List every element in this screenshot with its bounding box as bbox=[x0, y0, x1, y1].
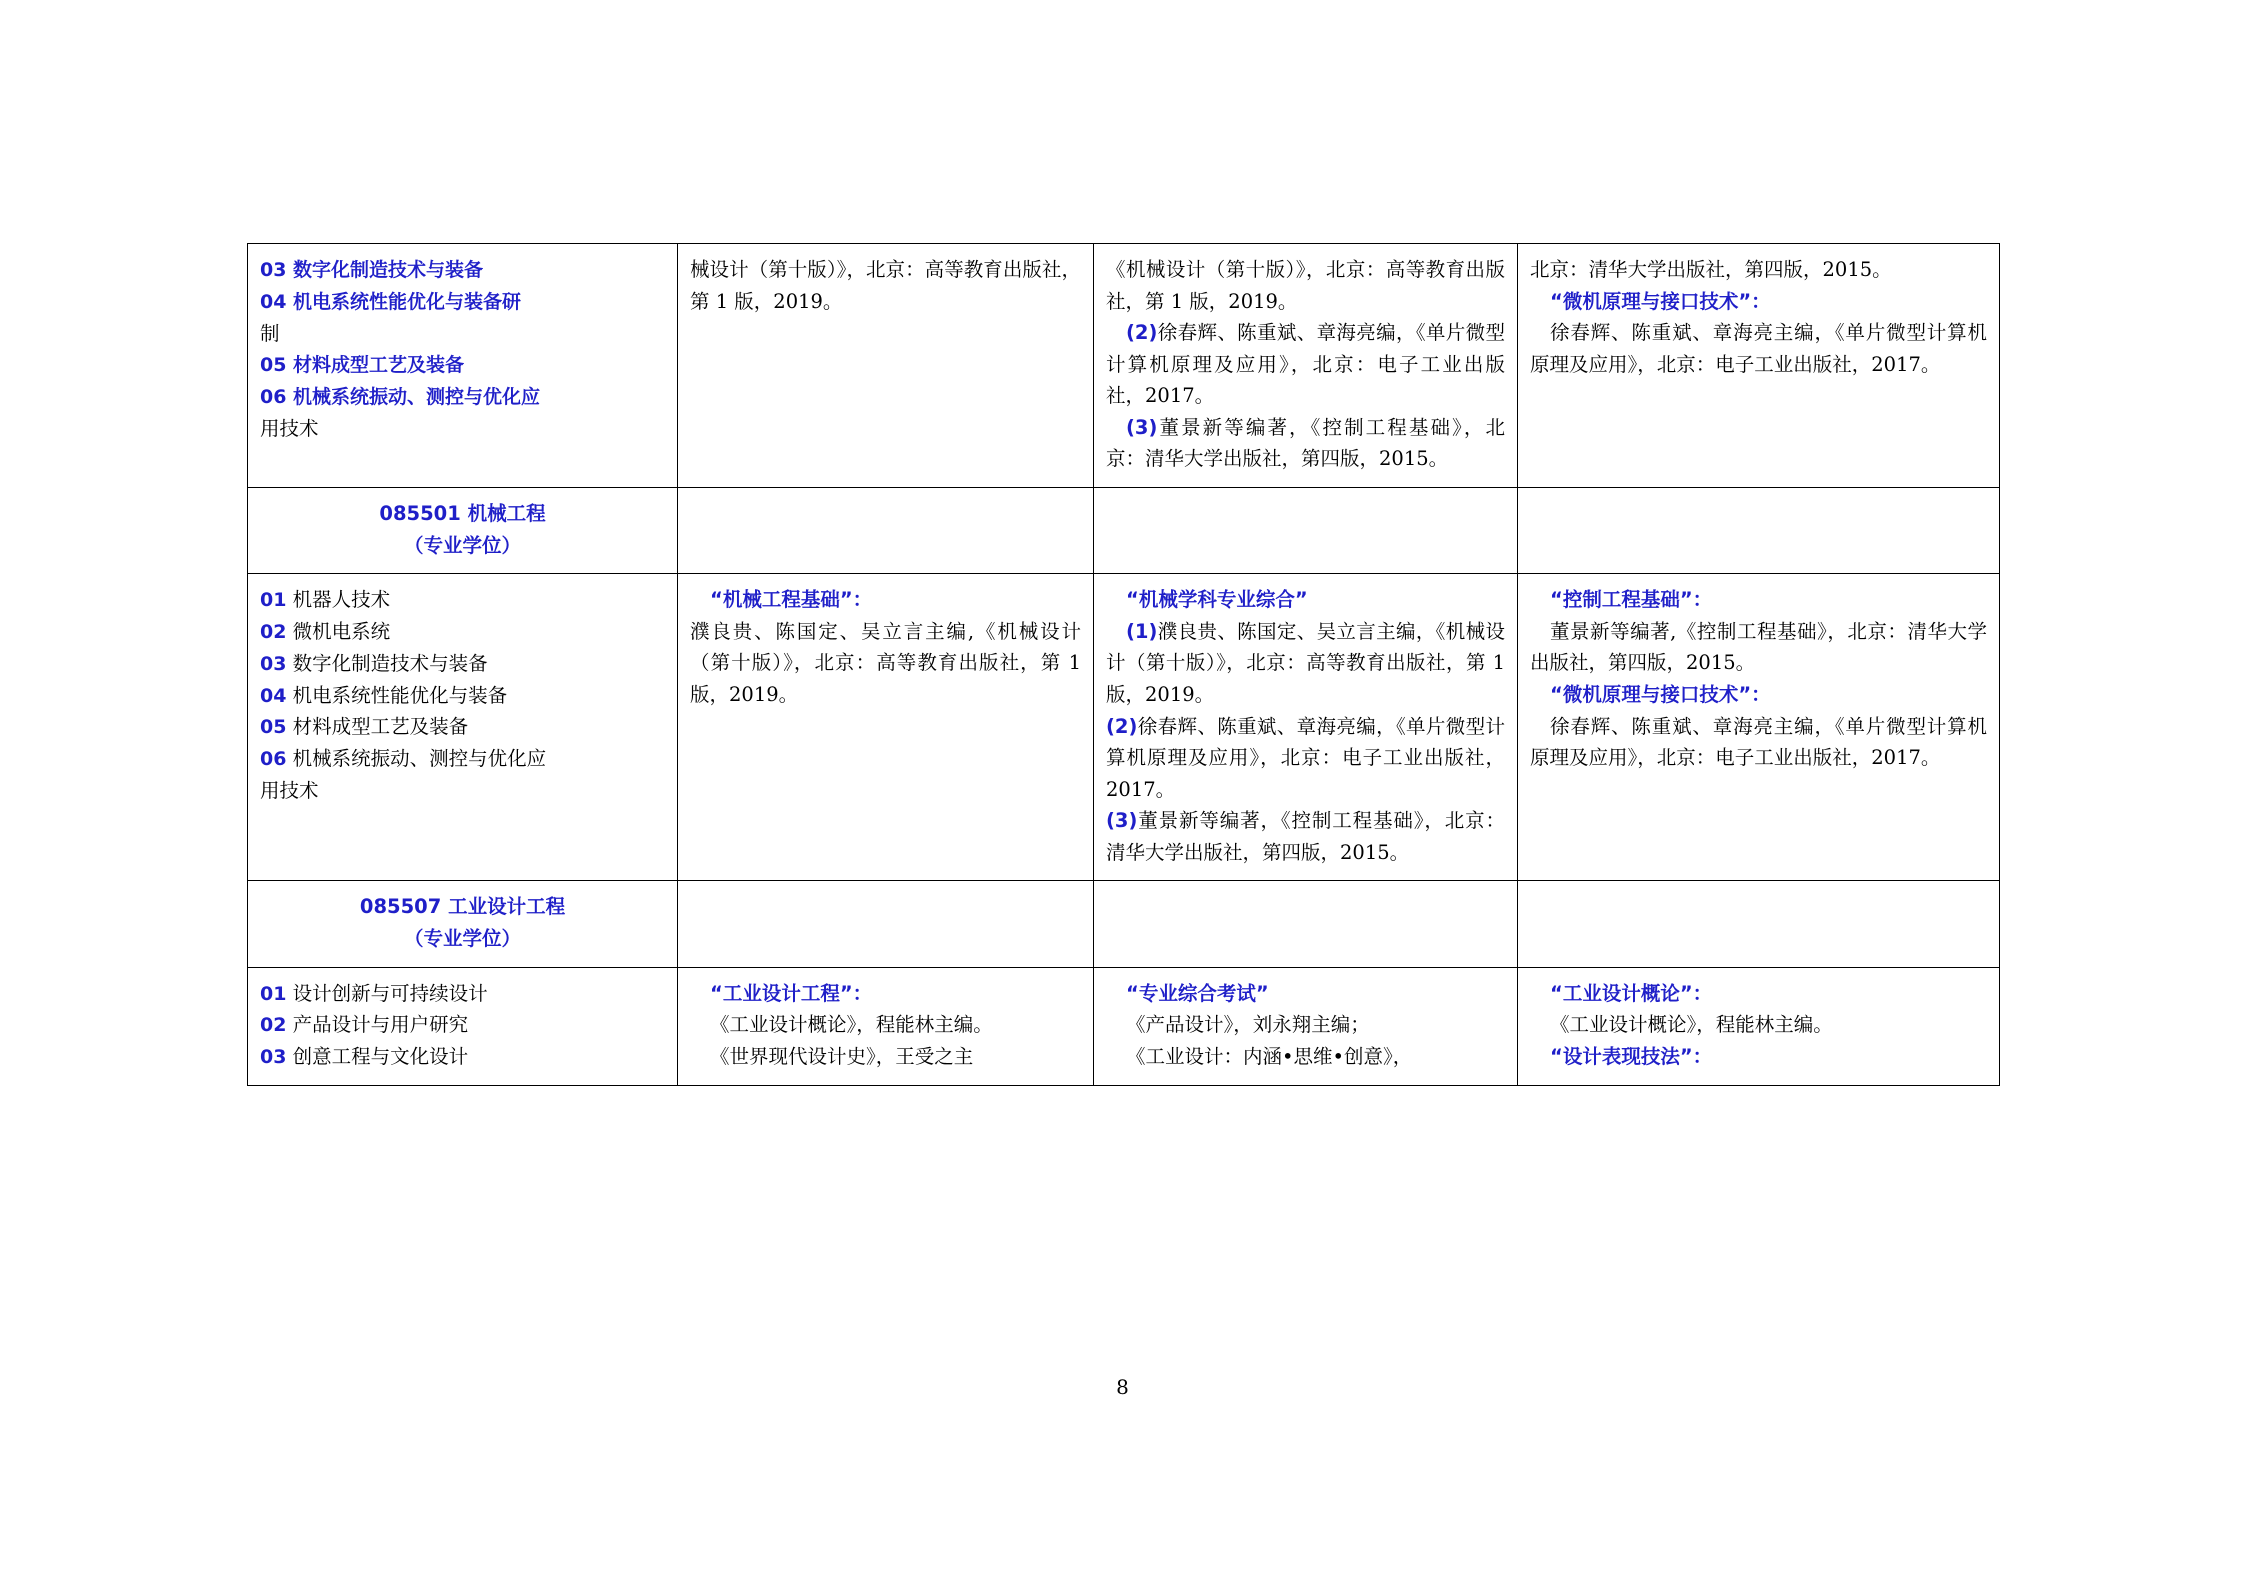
supplementary-books-cell bbox=[1518, 967, 2000, 1085]
program-code-name: 085507 工业设计工程 bbox=[359, 895, 566, 919]
initial-exam-books-cell bbox=[678, 244, 1094, 488]
retest-books-cell bbox=[1094, 574, 1518, 881]
supplementary-books-cell bbox=[1518, 488, 2000, 574]
direction-text: 机器人技术 bbox=[292, 588, 391, 612]
direction-number: 04 bbox=[260, 684, 287, 707]
direction-number: 06 bbox=[260, 748, 287, 771]
reference-text: 徐春辉、陈重斌、章海亮编，《单片微型计算机原理及应用》，北京：电子工业出版社，2017。 bbox=[1106, 714, 1505, 801]
direction-line bbox=[260, 254, 665, 286]
reference-text: 《机械设计（第十版）》，北京：高等教育出版社，第 1 版，2019。 bbox=[1106, 258, 1505, 313]
direction-text: 机电系统性能优化与装备 bbox=[292, 683, 508, 707]
direction-text: 微机电系统 bbox=[292, 619, 391, 643]
supplementary-books-cell bbox=[1518, 881, 2000, 967]
retest-books-cell bbox=[1094, 244, 1518, 488]
direction-line bbox=[260, 286, 665, 318]
research-directions-cell bbox=[248, 244, 678, 488]
direction-line bbox=[260, 318, 665, 350]
direction-number: 05 材料成型工艺及装备 bbox=[260, 354, 465, 377]
reference-numbered-item bbox=[1106, 805, 1505, 868]
initial-exam-books-cell bbox=[678, 488, 1094, 574]
direction-line bbox=[260, 349, 665, 381]
research-directions-cell bbox=[248, 967, 678, 1085]
direction-number: 03 数字化制造技术与装备 bbox=[260, 259, 484, 281]
direction-line bbox=[260, 648, 665, 680]
direction-number: 06 机械系统振动、测控与优化应 bbox=[260, 385, 541, 408]
direction-text: 数字化制造技术与装备 bbox=[292, 651, 488, 675]
initial-exam-books-cell bbox=[678, 574, 1094, 881]
reference-text: 董景新等编著,《控制工程基础》，北京：清华大学出版社，第四版，2015。 bbox=[1530, 619, 1987, 675]
reference-text: 《工业设计：内涵•思维•创意》， bbox=[1126, 1044, 1413, 1068]
reference-text: 北京：清华大学出版社，第四版，2015。 bbox=[1530, 258, 1892, 281]
reference-text: 濮良贵、陈国定、吴立言主编，《机械设计（第十版）》，北京：高等教育出版社，第 1 版，2019。 bbox=[1106, 619, 1505, 706]
reference-text: 《工业设计概论》，程能林主编。 bbox=[1550, 1013, 1833, 1037]
direction-line bbox=[260, 743, 665, 775]
reference-subject-title: “机械工程基础”： bbox=[710, 588, 873, 612]
reference-text: 董景新等编著，《控制工程基础》，北京：清华大学出版社，第四版，2015。 bbox=[1106, 809, 1505, 864]
reference-numbered-item bbox=[1106, 412, 1505, 475]
direction-text: 材料成型工艺及装备 bbox=[292, 715, 469, 739]
reference-numbered-item bbox=[1106, 616, 1505, 711]
reference-numbered-item bbox=[1106, 317, 1505, 412]
direction-number: 01 bbox=[260, 982, 287, 1005]
program-degree-type: （专业学位） bbox=[403, 533, 521, 557]
reference-subject-title: “设计表现技法”： bbox=[1550, 1044, 1713, 1068]
direction-line bbox=[260, 1009, 665, 1041]
direction-text: 用技术 bbox=[260, 416, 319, 440]
reference-subject-title: “控制工程基础”： bbox=[1550, 588, 1713, 612]
retest-books-cell bbox=[1094, 967, 1518, 1085]
reference-subject-title: “专业综合考试” bbox=[1126, 981, 1269, 1005]
direction-text: 机械系统振动、测控与优化应 bbox=[292, 747, 547, 771]
supplementary-books-cell bbox=[1518, 244, 2000, 488]
direction-text: 创意工程与文化设计 bbox=[292, 1045, 469, 1069]
direction-number: 05 bbox=[260, 716, 287, 739]
program-reference-table bbox=[247, 243, 2000, 1086]
research-directions-cell bbox=[248, 574, 678, 881]
program-heading-cell bbox=[248, 881, 678, 967]
reference-text: 《工业设计概论》，程能林主编。 bbox=[710, 1013, 993, 1037]
item-number: (3) bbox=[1126, 415, 1158, 439]
direction-line bbox=[260, 584, 665, 616]
initial-exam-books-cell bbox=[678, 881, 1094, 967]
reference-subject-title: “工业设计概论”： bbox=[1550, 981, 1713, 1005]
direction-number: 01 bbox=[260, 589, 287, 612]
item-number: (1) bbox=[1126, 619, 1158, 643]
reference-subject-title: “机械学科专业综合” bbox=[1126, 588, 1308, 612]
table-row bbox=[248, 244, 2000, 488]
reference-text: 徐春辉、陈重斌、章海亮主编，《单片微型计算机原理及应用》，北京：电子工业出版社，2017。 bbox=[1530, 321, 1987, 376]
direction-text: 设计创新与可持续设计 bbox=[292, 981, 488, 1005]
table-row bbox=[248, 967, 2000, 1085]
direction-text: 用技术 bbox=[260, 778, 319, 802]
reference-subject-title: “工业设计工程”： bbox=[710, 981, 873, 1005]
reference-subject-title: “微机原理与接口技术”： bbox=[1550, 682, 1771, 706]
reference-text: 《世界现代设计史》，王受之主 bbox=[710, 1044, 974, 1068]
direction-number: 02 bbox=[260, 1014, 287, 1037]
reference-text: 徐春辉、陈重斌、章海亮主编，《单片微型计算机原理及应用》，北京：电子工业出版社，2017。 bbox=[1530, 714, 1987, 770]
program-heading-cell bbox=[248, 488, 678, 574]
direction-line bbox=[260, 616, 665, 648]
direction-text: 产品设计与用户研究 bbox=[292, 1013, 469, 1037]
retest-books-cell bbox=[1094, 881, 1518, 967]
page-number: 8 bbox=[1116, 1375, 1129, 1399]
initial-exam-books-cell bbox=[678, 967, 1094, 1085]
direction-line bbox=[260, 775, 665, 807]
reference-numbered-item bbox=[1106, 711, 1505, 806]
direction-number: 02 bbox=[260, 620, 287, 643]
table-row bbox=[248, 574, 2000, 881]
program-code-name: 085501 机械工程 bbox=[379, 502, 546, 526]
reference-subject-title: “微机原理与接口技术”： bbox=[1550, 289, 1771, 313]
direction-number: 03 bbox=[260, 1046, 287, 1069]
direction-number: 04 机电系统性能优化与装备研 bbox=[260, 290, 522, 313]
item-number: (2) bbox=[1106, 714, 1138, 738]
reference-text: 《产品设计》，刘永翔主编； bbox=[1126, 1013, 1370, 1037]
direction-line bbox=[260, 978, 665, 1010]
direction-line bbox=[260, 680, 665, 712]
reference-text: 械设计（第十版）》，北京：高等教育出版社，第 1 版，2019。 bbox=[690, 258, 1081, 313]
direction-line bbox=[260, 711, 665, 743]
direction-text: 制 bbox=[260, 321, 280, 345]
item-number: (2) bbox=[1126, 321, 1158, 345]
direction-line bbox=[260, 1041, 665, 1073]
supplementary-books-cell bbox=[1518, 574, 2000, 881]
table-row bbox=[248, 488, 2000, 574]
table-row bbox=[248, 881, 2000, 967]
program-degree-type: （专业学位） bbox=[403, 926, 521, 950]
retest-books-cell bbox=[1094, 488, 1518, 574]
direction-line bbox=[260, 413, 665, 445]
reference-text: 徐春辉、陈重斌、章海亮编，《单片微型计算机原理及应用》，北京：电子工业出版社，2017。 bbox=[1106, 321, 1505, 408]
item-number: (3) bbox=[1106, 809, 1138, 833]
reference-text: 董景新等编著，《控制工程基础》，北京：清华大学出版社，第四版，2015。 bbox=[1106, 415, 1505, 471]
direction-number: 03 bbox=[260, 652, 287, 675]
direction-line bbox=[260, 381, 665, 413]
reference-text: 濮良贵、陈国定、吴立言主编,《机械设计（第十版）》，北京：高等教育出版社，第 1 版，2019。 bbox=[690, 619, 1081, 706]
